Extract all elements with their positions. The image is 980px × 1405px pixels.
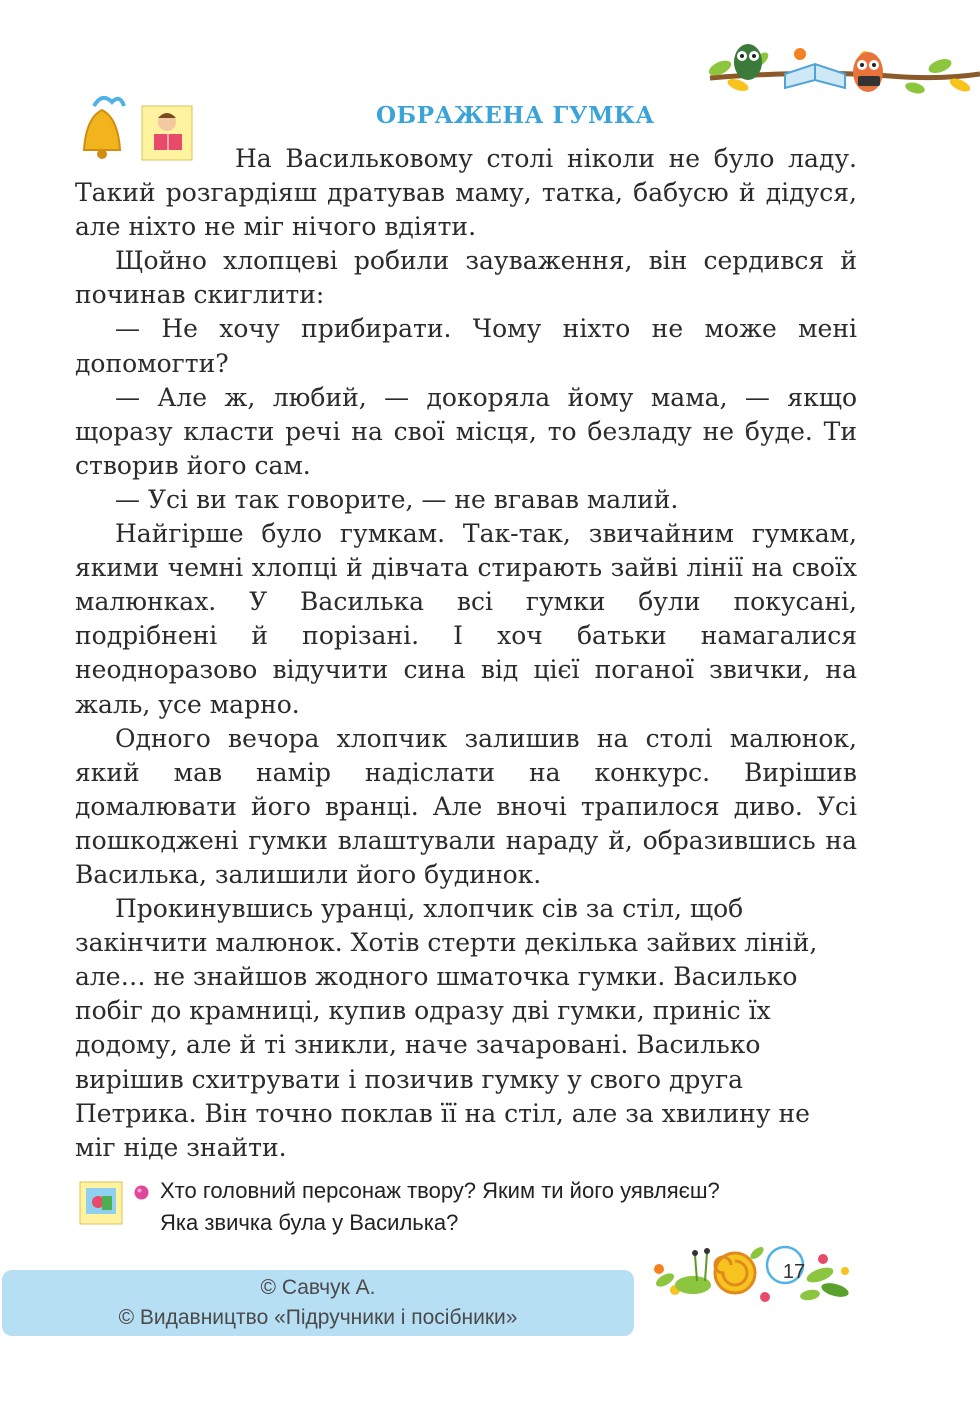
copyright-author: © Савчук А. bbox=[260, 1276, 376, 1299]
page-number: 17 bbox=[782, 1260, 806, 1283]
paragraph: Прокинувшись уранці, хлопчик сів за стіл, щоб закінчити малюнок. Хотів стерти декілька зайвих ліній, але… не знайшов жодного шматочка гумки. Василько побіг до крамниці, купив одразу дві гумки, приніс їх додому, але й ті зникли, наче зачаровані. Василько вирішив схитрувати і позичив гумку у свого друга Петрика. Він точно поклав її на стіл, але за хвилину не міг ніде знайти. bbox=[75, 894, 818, 1162]
question-text bbox=[160, 1175, 720, 1239]
paragraph: На Васильковому столі ніколи не було ладу. Такий розгардіяш дратував маму, татка, бабусю й дідуся, але ніхто не міг нічого вдіяти. bbox=[75, 144, 857, 242]
snail-flowers-decoration bbox=[645, 1235, 860, 1310]
paragraph: — Усі ви так говорите, — не вгавав малий. bbox=[115, 484, 679, 514]
copyright-publisher: © Видавництво «Підручники і посібники» bbox=[118, 1306, 518, 1329]
paragraph: Одного вечора хлопчик залишив на столі малюнок, який мав намір надіслати на конкурс. Вирішив домалювати його вранці. Але вночі трапилося диво. Усі пошкоджені гумки влаштували нараду й, образившись на Василька, залишили його будинок. bbox=[75, 723, 857, 889]
branch-with-owls-decoration bbox=[690, 30, 980, 110]
bullet-icon bbox=[134, 1185, 149, 1200]
story-title: ОБРАЖЕНА ГУМКА bbox=[376, 102, 655, 129]
question-2: Яка звичка була у Василька? bbox=[160, 1210, 459, 1235]
paragraph: — Не хочу прибирати. Чому ніхто не може мені допомогти? bbox=[75, 314, 857, 378]
copyright-panel bbox=[2, 1270, 634, 1336]
question-1: Хто головний персонаж твору? Яким ти його уявляєш? bbox=[160, 1178, 720, 1203]
paragraph: — Але ж, любий, — докоряла йому мама, — якщо щоразу класти речі на свої місця, то безладу не буде. Ти створив його сам. bbox=[75, 382, 857, 480]
paragraph: Найгірше було гумкам. Так-так, звичайним гумкам, якими чемні хлопці й дівчата стирають зайві лінії на своїх малюнках. У Василька всі гумки були покусані, подрібнені й порізані. І хоч батьки намагалися неодноразово відучити сина від цієї поганої звички, на жаль, усе марно. bbox=[75, 519, 857, 719]
story-text bbox=[75, 142, 857, 1165]
question-note-icon bbox=[76, 1176, 128, 1228]
questions-block bbox=[76, 1172, 876, 1242]
paragraph: Щойно хлопцеві робили зауваження, він сердився й починав скиглити: bbox=[75, 246, 857, 310]
